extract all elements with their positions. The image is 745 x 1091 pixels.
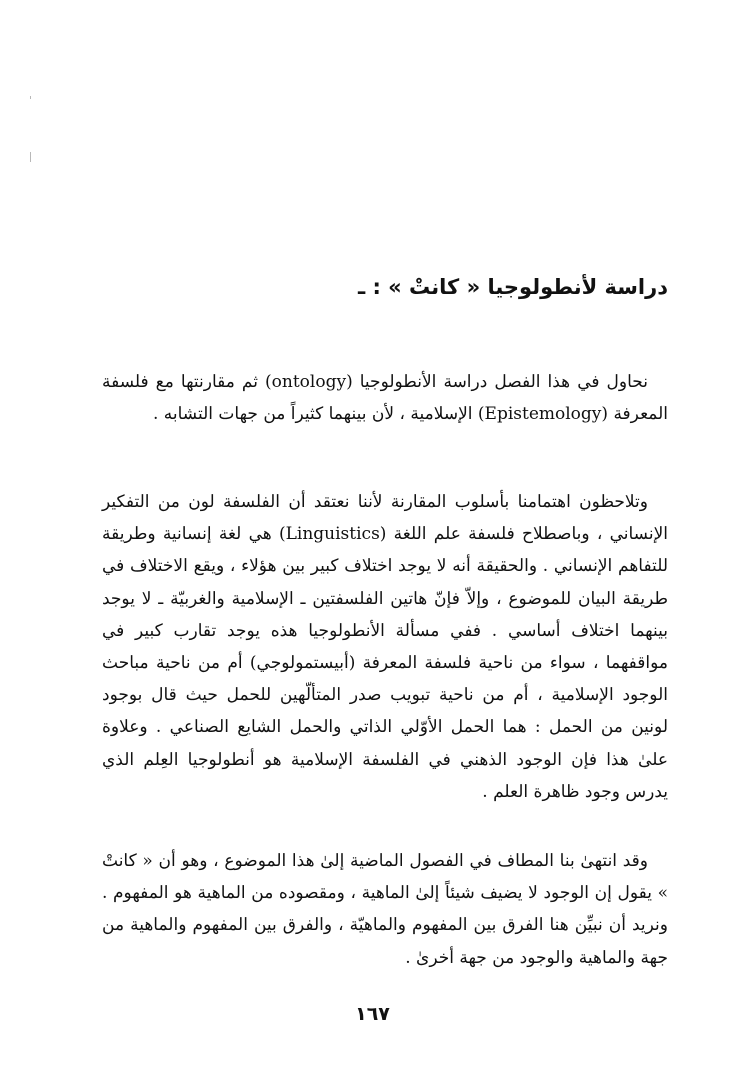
page-number: ١٦٧ [355, 1003, 390, 1025]
paragraph-1: نحاول في هذا الفصل دراسة الأنطولوجيا (ontology) ثم مقارنتها مع فلسفة المعرفة (Epistemology) الإسلامية ، لأن بينهما كثيراً من جهات التشابه . [102, 372, 668, 425]
paragraph-3: وقد انتهىٰ بنا المطاف في الفصول الماضية إلىٰ هذا الموضوع ، وهو أن « كانتْ » يقول إن الوجود لا يضيف شيئاً إلىٰ الماهية ، ومقصوده من الماهية هو المفهوم . ونريد أن نبيِّن هنا الفرق بين المفهوم والماهيّة ، والفرق بين المفهوم والماهية من جهة والماهية والوجود من جهة أخرىٰ . [102, 851, 668, 968]
section-heading: دراسة لأنطولوجيا « كانتْ » : ـ [357, 275, 668, 299]
paragraph-2: وتلاحظون اهتمامنا بأسلوب المقارنة لأننا نعتقد أن الفلسفة لون من التفكير الإنساني ، وباصطلاح فلسفة علم اللغة (Linguistics) هي لغة إنسانية وطريقة للتفاهم الإنساني . والحقيقة أنه لا يوجد اختلاف كبير بين هؤلاء ، ويقع الاختلاف في طريقة البيان للموضوع ، وإلاّ فإنّ هاتين الفلسفتين ـ الإسلامية والغربيّة ـ لا يوجد بينهما اختلاف أساسي . ففي مسألة الأنطولوجيا هذه يوجد تقارب كبير في مواقفهما ، سواء من ناحية فلسفة المعرفة (أبيستمولوجي) أم من ناحية مباحث الوجود الإسلامية ، أم من ناحية تبويب صدر المتألّهين للحمل حيث قال بوجود لونين من الحمل : هما الحمل الأوّلي الذاتي والحمل الشايع الصناعي . وعلاوة علىٰ هذا فإن الوجود الذهني في الفلسفة الإسلامية هو أنطولوجيا العِلم الذي يدرس وجود ظاهرة العلم . [102, 492, 668, 802]
margin-mark [30, 96, 31, 99]
margin-mark [30, 152, 31, 162]
